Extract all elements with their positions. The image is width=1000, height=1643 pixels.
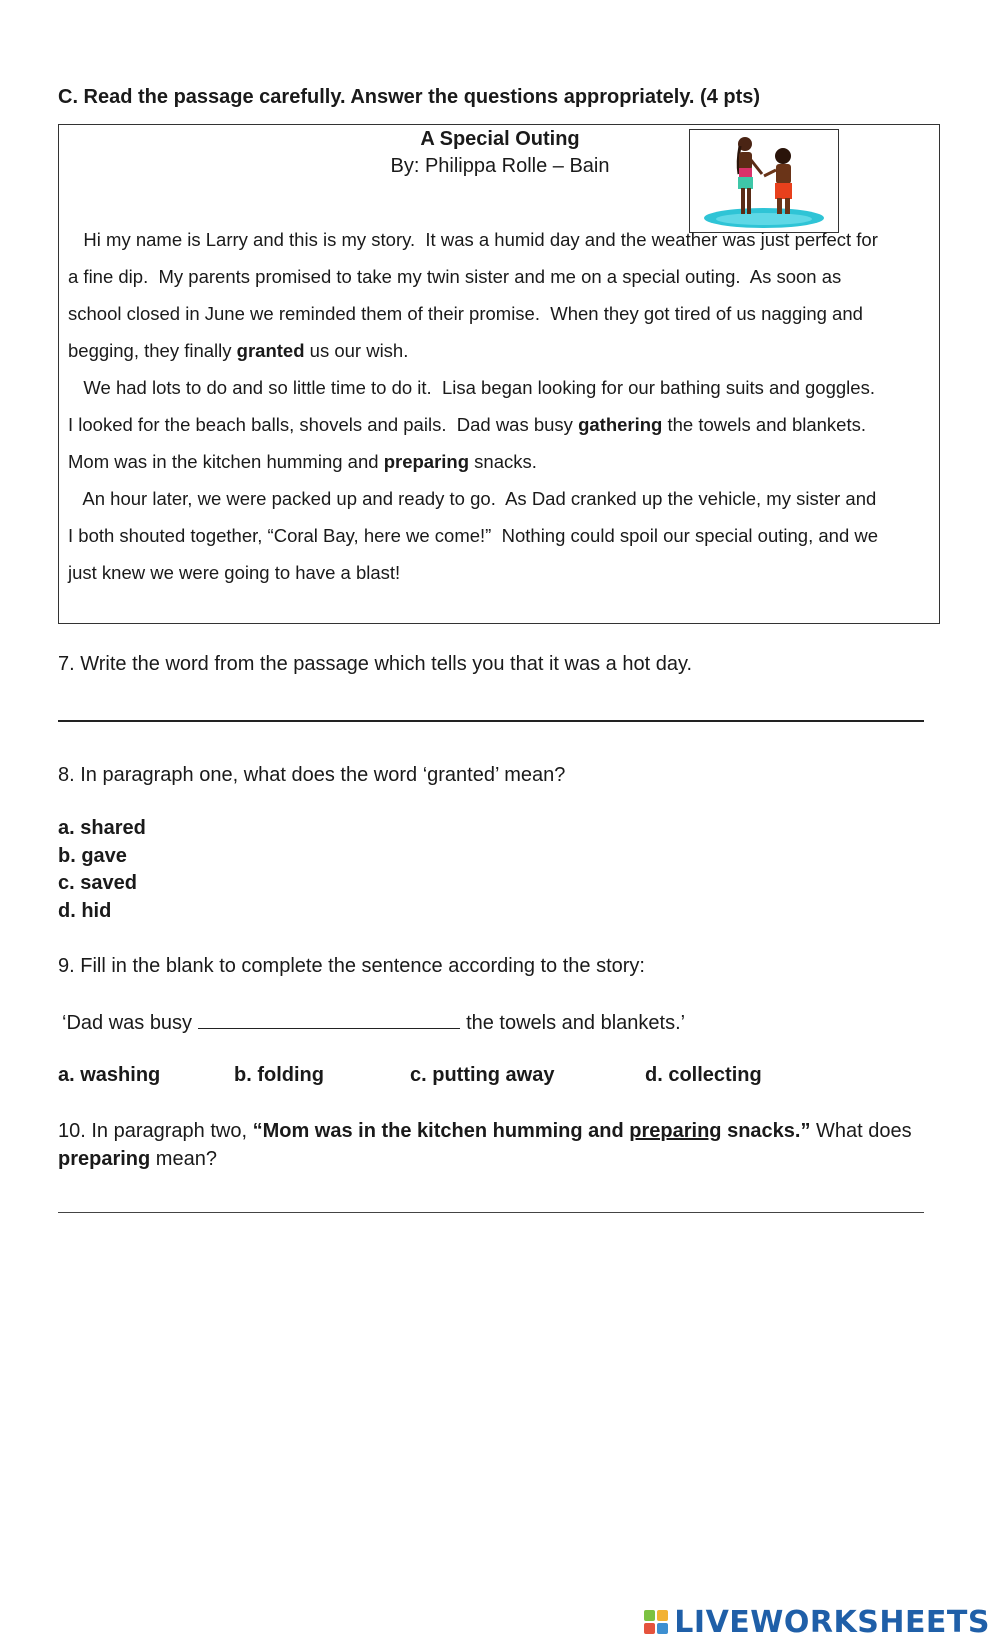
passage-line: Hi my name is Larry and this is my story. It was a humid day and the weather was just perfect for bbox=[68, 229, 878, 250]
q8-option-c[interactable]: c. saved bbox=[58, 872, 137, 894]
passage-line: Mom was in the kitchen humming and preparing snacks. bbox=[68, 451, 537, 472]
passage-line: begging, they finally granted us our wish. bbox=[68, 340, 409, 361]
question-10: 10. In paragraph two, “Mom was in the kitchen humming and preparing snacks.” What does bbox=[58, 1120, 912, 1142]
q8-option-b[interactable]: b. gave bbox=[58, 845, 127, 867]
q8-option-d[interactable]: d. hid bbox=[58, 900, 112, 922]
passage-line: a fine dip. My parents promised to take my twin sister and me on a special outing. As soon as bbox=[68, 266, 842, 287]
liveworksheets-logo bbox=[644, 1605, 990, 1639]
q9-blank[interactable] bbox=[198, 1010, 460, 1029]
passage-line: I looked for the beach balls, shovels and pails. Dad was busy gathering the towels and blankets. bbox=[68, 414, 866, 435]
answer-line-q10[interactable] bbox=[58, 1212, 924, 1213]
q9-option-d[interactable]: d. collecting bbox=[645, 1064, 762, 1086]
beach-illustration bbox=[689, 129, 839, 233]
story-author: By: Philippa Rolle – Bain bbox=[390, 155, 610, 177]
passage-line: just knew we were going to have a blast! bbox=[68, 562, 401, 583]
q9-option-b[interactable]: b. folding bbox=[234, 1064, 324, 1086]
story-title: A Special Outing bbox=[420, 128, 580, 150]
underlined-word-preparing: preparing bbox=[629, 1120, 722, 1142]
question-7: 7. Write the word from the passage which tells you that it was a hot day. bbox=[58, 653, 693, 675]
section-title: C. Read the passage carefully. Answer the questions appropriately. (4 pts) bbox=[58, 86, 761, 108]
answer-line-q7[interactable] bbox=[58, 720, 924, 722]
question-9: 9. Fill in the blank to complete the sentence according to the story: bbox=[58, 955, 645, 977]
bold-word-granted: granted bbox=[236, 340, 305, 361]
passage-line: An hour later, we were packed up and ready to go. As Dad cranked up the vehicle, my sister and bbox=[68, 488, 877, 509]
logo-text: LIVEWORKSHEETS bbox=[674, 1604, 990, 1640]
passage-line: I both shouted together, “Coral Bay, here we come!” Nothing could spoil our special outing, and we bbox=[68, 525, 879, 546]
bold-word-preparing: preparing bbox=[383, 451, 470, 472]
children-holding-hands-image bbox=[690, 130, 837, 231]
q9-option-a[interactable]: a. washing bbox=[58, 1064, 161, 1086]
passage-line: school closed in June we reminded them of their promise. When they got tired of us nagging and bbox=[68, 303, 863, 324]
logo-tiles-icon bbox=[644, 1610, 668, 1634]
bold-word-gathering: gathering bbox=[578, 414, 663, 435]
q9-sentence: ‘Dad was busy the towels and blankets.’ bbox=[62, 1012, 686, 1034]
passage-line: We had lots to do and so little time to do it. Lisa began looking for our bathing suits and goggles. bbox=[68, 377, 875, 398]
question-10-line2: preparing mean? bbox=[58, 1148, 217, 1170]
q8-option-a[interactable]: a. shared bbox=[58, 817, 146, 839]
question-8: 8. In paragraph one, what does the word ‘granted’ mean? bbox=[58, 764, 566, 786]
q9-option-c[interactable]: c. putting away bbox=[410, 1064, 555, 1086]
